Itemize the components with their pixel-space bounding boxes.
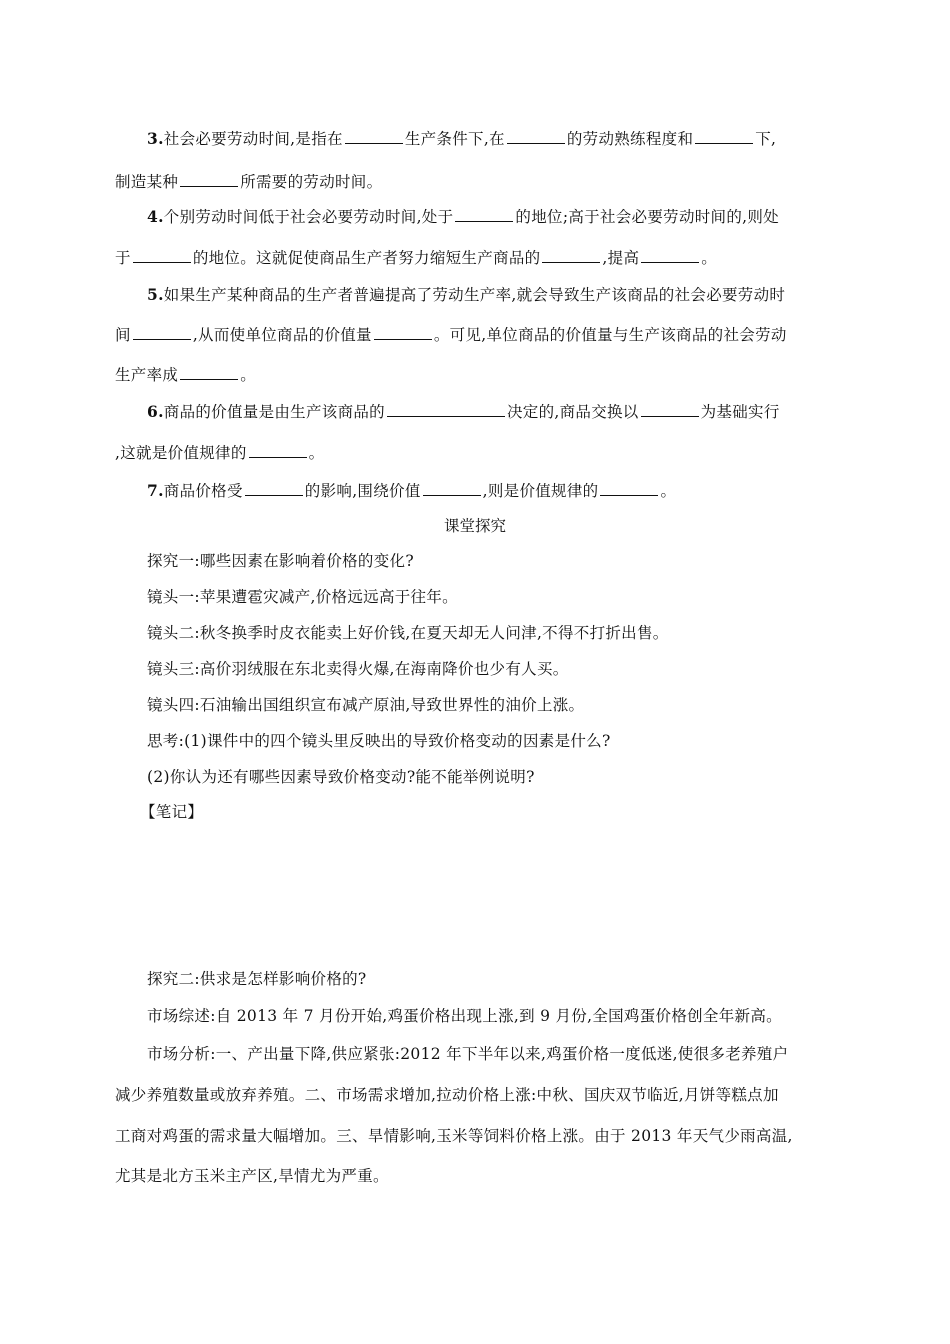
fill-blank[interactable] [600, 481, 658, 496]
question-number: 7. [147, 481, 164, 500]
question-5-line-2: 间 ,从而使单位商品的价值量 。可见,单位商品的价值量与生产该商品的社会劳动 [115, 326, 787, 344]
question-3-line-2: 制造某种 所需要的劳动时间。 [115, 173, 383, 191]
fill-blank[interactable] [180, 365, 238, 380]
question-number: 6. [147, 402, 164, 421]
market-analysis-line-3: 工商对鸡蛋的需求量大幅增加。三、旱情影响,玉米等饲料价格上涨。由于 2013 年天气少雨高温, [115, 1127, 793, 1145]
question-number: 3. [147, 129, 164, 148]
explore-1-think-2: (2)你认为还有哪些因素导致价格变动?能不能举例说明? [147, 768, 535, 786]
explore-1-shot-1: 镜头一:苹果遭雹灾减产,价格远远高于往年。 [147, 588, 458, 606]
fill-blank[interactable] [133, 248, 191, 263]
fill-blank[interactable] [455, 207, 513, 222]
fill-blank[interactable] [345, 129, 403, 144]
explore-1-think-1: 思考:(1)课件中的四个镜头里反映出的导致价格变动的因素是什么? [147, 732, 611, 750]
fill-blank[interactable] [695, 129, 753, 144]
fill-blank[interactable] [374, 325, 432, 340]
fill-blank[interactable] [245, 481, 303, 496]
fill-blank[interactable] [641, 248, 699, 263]
market-summary: 市场综述:自 2013 年 7 月份开始,鸡蛋价格出现上涨,到 9 月份,全国鸡蛋价格创全年新高。 [147, 1007, 782, 1025]
question-6-line-1: 6.商品的价值量是由生产该商品的 决定的,商品交换以 为基础实行 [147, 402, 780, 421]
section-title: 课堂探究 [443, 517, 506, 535]
explore-1-shot-3: 镜头三:高价羽绒服在东北卖得火爆,在海南降价也少有人买。 [147, 660, 569, 678]
explore-1-shot-4: 镜头四:石油输出国组织宣布减产原油,导致世界性的油价上涨。 [147, 696, 585, 714]
market-analysis-line-4: 尤其是北方玉米主产区,旱情尤为严重。 [115, 1167, 389, 1185]
question-4-line-1: 4.个别劳动时间低于社会必要劳动时间,处于 的地位;高于社会必要劳动时间的,则处 [147, 207, 779, 226]
question-3-line-1: 3.社会必要劳动时间,是指在 生产条件下,在 的劳动熟练程度和 下, [147, 129, 777, 148]
fill-blank[interactable] [180, 172, 238, 187]
explore-1-title: 探究一:哪些因素在影响着价格的变化? [147, 552, 414, 570]
market-analysis-line-1: 市场分析:一、产出量下降,供应紧张:2012 年下半年以来,鸡蛋价格一度低迷,使很多老养殖户 [147, 1045, 789, 1063]
market-analysis-line-2: 减少养殖数量或放弃养殖。二、市场需求增加,拉动价格上涨:中秋、国庆双节临近,月饼等糕点加 [115, 1086, 779, 1104]
fill-blank[interactable] [249, 443, 307, 458]
explore-2-title: 探究二:供求是怎样影响价格的? [147, 970, 367, 988]
question-5-line-3: 生产率成 。 [115, 366, 257, 384]
question-number: 4. [147, 207, 164, 226]
fill-blank[interactable] [542, 248, 600, 263]
question-5-line-1: 5.如果生产某种商品的生产者普遍提高了劳动生产率,就会导致生产该商品的社会必要劳动时 [147, 285, 786, 304]
fill-blank[interactable] [387, 402, 505, 417]
fill-blank[interactable] [133, 325, 191, 340]
question-7-line-1: 7.商品价格受 的影响,围绕价值 ,则是价值规律的 。 [147, 481, 677, 500]
fill-blank[interactable] [423, 481, 481, 496]
fill-blank[interactable] [641, 402, 699, 417]
notes-label: 【笔记】 [140, 803, 204, 821]
question-number: 5. [147, 285, 164, 304]
fill-blank[interactable] [507, 129, 565, 144]
question-6-line-2: ,这就是价值规律的 。 [115, 444, 325, 462]
question-4-line-2: 于 的地位。这就促使商品生产者努力缩短生产商品的 ,提高 。 [115, 249, 718, 267]
explore-1-shot-2: 镜头二:秋冬换季时皮衣能卖上好价钱,在夏天却无人问津,不得不打折出售。 [147, 624, 669, 642]
